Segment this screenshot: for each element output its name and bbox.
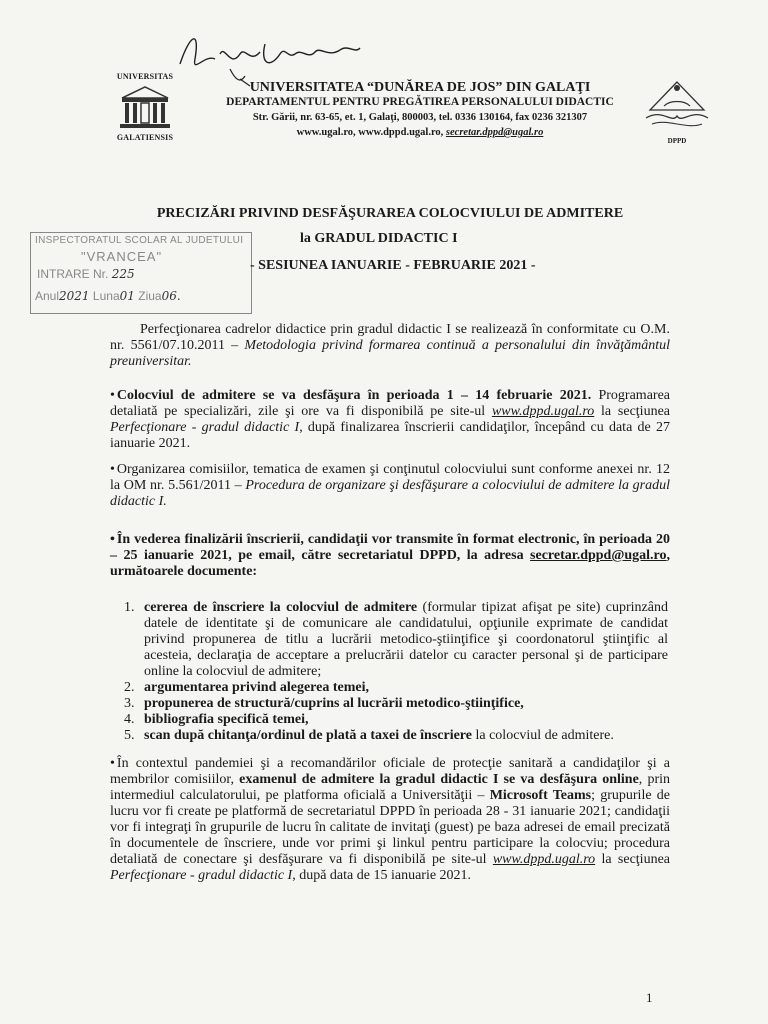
document-subtitle: la GRADUL DIDACTIC I xyxy=(300,231,458,246)
stamp-institution: INSPECTORATUL SCOLAR AL JUDETULUI xyxy=(35,235,244,246)
bullet-registration: • În vederea finalizării înscrierii, candidaţii vor transmite în format electronic, în perioada 20 – 25 ianuarie 2021, pe email, către secretariatul DPPD, la adresa secretar.dppd@ugal.ro, următoarele documente: xyxy=(110,532,670,579)
department-name: DEPARTAMENTUL PENTRU PREGĂTIREA PERSONALULUI DIDACTIC xyxy=(226,96,614,108)
documents-list xyxy=(124,600,668,744)
website-link[interactable]: www.dppd.ugal.ro xyxy=(492,852,596,867)
stamp-entry-number: INTRARE Nr. 225 xyxy=(37,267,135,281)
document-title: PRECIZĂRI PRIVIND DESFĂŞURAREA COLOCVIULUI DE ADMITERE xyxy=(156,206,624,221)
websites: www.ugal.ro, www.dppd.ugal.ro, xyxy=(296,127,446,138)
list-item: 4. bibliografia specifică temei, xyxy=(124,712,309,727)
bullet-icon: • xyxy=(110,462,115,477)
letterhead xyxy=(190,80,650,140)
contact-email-link[interactable]: secretar.dppd@ugal.ro xyxy=(445,127,544,138)
logo-right-text: DPPD xyxy=(667,137,687,145)
bullet-online-exam: • În contextul pandemiei şi a recomandărilor oficiale de protecţie sanitară a candidaţilor şi a membrilor comisiilor, examenul de admitere la gradul didactic I se va desfăşura online, prin intermediul calculatorului, pe platforma oficială a Universităţii – Microsoft Teams; grupurile de lucru vor fi create pe platformă de secretariatul DPPD în perioada 28 - 31 ianuarie 2021; candidaţii vor fi integraţi în grupurile de lucru în calitate de invitaţi (guest) pe baza adresei de email precizată în documentele de înscriere, unde vor primi şi linkul pentru participare la colocviu; procedura detaliată de conectare şi desfăşurare va fi disponibilă pe site-ul www.dppd.ugal.ro la secţiunea Perfecţionare - gradul didactic I, după data de 15 ianuarie 2021. xyxy=(110,756,670,883)
logo-top-text: UNIVERSITAS xyxy=(116,72,174,81)
address-line: Str. Gării, nr. 63-65, et. 1, Galaţi, 800003, tel. 0336 130164, fax 0236 321307 xyxy=(252,112,588,123)
list-item: 5. scan după chitanţa/ordinul de plată a taxei de înscriere la colocviul de admitere. xyxy=(124,728,614,743)
logo-bottom-text: GALATIENSIS xyxy=(116,133,174,142)
session-title: - SESIUNEA IANUARIE - FEBRUARIE 2021 - xyxy=(250,258,536,273)
registration-stamp xyxy=(30,232,252,314)
bullet-commissions: • Organizarea comisiilor, tematica de examen şi conţinutul colocviului sunt conforme anexei nr. 12 la OM nr. 5.561/2011 – Procedura de organizare şi desfăşurare a colocviului de admitere la gradul didactic I. xyxy=(110,462,671,509)
bullet-icon: • xyxy=(110,756,115,771)
list-item: 2. argumentarea privind alegerea temei, xyxy=(124,680,369,695)
website-link[interactable]: www.dppd.ugal.ro xyxy=(491,404,595,419)
dppd-logo xyxy=(642,78,712,146)
university-name: UNIVERSITATEA “DUNĂREA DE JOS” DIN GALAŢI xyxy=(249,80,591,95)
contact-line xyxy=(190,125,650,140)
list-item: 3. propunerea de structură/cuprins al lucrării metodico-ştiinţifice, xyxy=(124,696,524,711)
page-number: 1 xyxy=(646,990,653,1005)
intro-paragraph: Perfecţionarea cadrelor didactice prin gradul didactic I se realizează în conformitate cu O.M. nr. 5561/07.10.2011 – Metodologia privind formarea continuă a personalului din învăţământul preuniversitar. xyxy=(110,322,671,369)
bullet-schedule: • Colocviul de admitere se va desfăşura în perioada 1 – 14 februarie 2021. Programarea detaliată pe specializări, zile şi ore va fi disponibilă pe site-ul www.dppd.ugal.ro la secţiunea Perfecţionare - gradul didactic I, după finalizarea înscrierii candidaţilor, începând cu data de 27 ianuarie 2021. xyxy=(110,388,670,451)
secretariat-email-link[interactable]: secretar.dppd@ugal.ro xyxy=(530,548,667,563)
bullet-icon: • xyxy=(110,532,115,547)
building-icon xyxy=(118,84,172,130)
lamp-emblem-icon xyxy=(642,78,712,138)
university-logo xyxy=(112,72,178,144)
stamp-entry-number-value: 225 xyxy=(111,267,135,281)
stamp-date: Anul2021 Luna01 Ziua06. xyxy=(35,289,181,303)
stamp-county: "VRANCEA" xyxy=(81,249,163,264)
bullet-icon: • xyxy=(110,388,115,403)
list-item: 1. cererea de înscriere la colocviul de admitere (formular tipizat afişat pe site) cuprinzând datele de identitate şi de comunicare ale candidatului, opţiunile exprimate de candidat privind propunerea de titlu a lucrării metodico-ştiinţifice şi coordonatorul ştiinţific al acesteia, declaraţia de acceptare a prelucrării datelor cu caracter personal şi de participare online la colocviul de admitere; xyxy=(124,600,668,679)
